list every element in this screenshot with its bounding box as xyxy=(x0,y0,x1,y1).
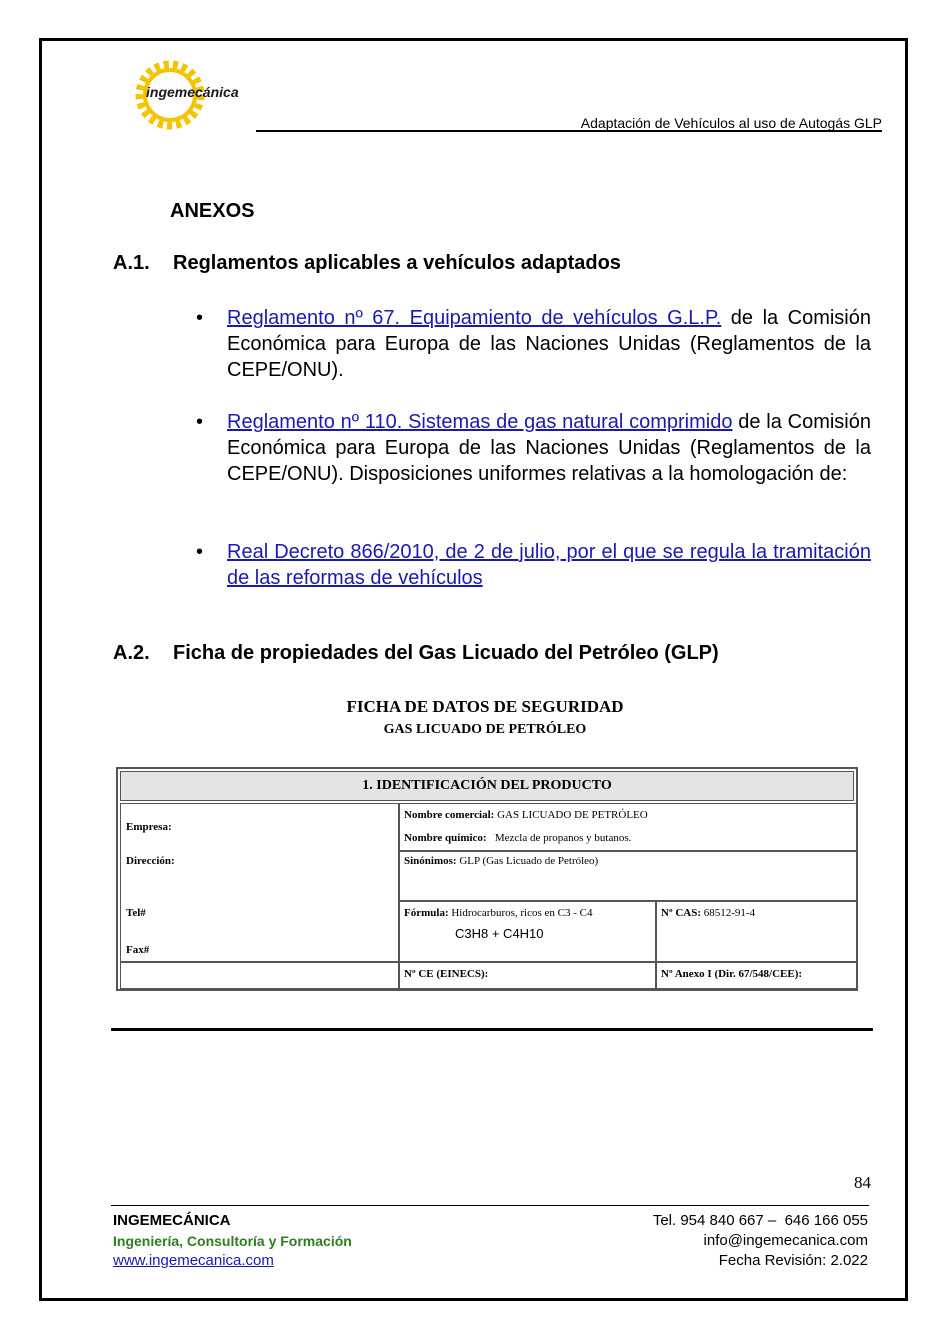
empresa-label: Empresa: xyxy=(126,821,172,833)
section-a2-title: Ficha de propiedades del Gas Licuado del Petróleo (GLP) xyxy=(173,642,719,664)
bullet-text xyxy=(227,409,871,487)
footer-right xyxy=(653,1211,868,1271)
ficha-title: FICHA DE DATOS DE SEGURIDAD xyxy=(346,697,624,716)
section-a1-heading xyxy=(113,252,621,275)
formula-cell xyxy=(399,901,656,962)
anexo-label: Nº Anexo I (Dir. 67/548/CEE): xyxy=(661,968,803,980)
footer-email: info@ingemecanica.com xyxy=(703,1232,868,1249)
section-a1-title: Reglamentos aplicables a vehículos adaptados xyxy=(173,252,621,274)
footer-company: INGEMECÁNICA xyxy=(113,1212,231,1229)
sinonimos-value: GLP (Gas Licuado de Petróleo) xyxy=(459,855,599,867)
cas-cell xyxy=(656,901,858,962)
footer-phone: Tel. 954 840 667 – 646 166 055 xyxy=(652,1212,868,1229)
cas-label: Nº CAS: xyxy=(661,907,701,919)
nombre-quimico-label: Nombre químico: xyxy=(404,832,487,844)
footer-tagline: Ingeniería, Consultoría y Formación xyxy=(113,1233,352,1249)
sinonimos-cell xyxy=(399,851,858,901)
nombre-comercial-label: Nombre comercial: xyxy=(404,809,495,821)
ce-label: Nº CE (EINECS): xyxy=(404,968,489,980)
section-a2-number: A.2. xyxy=(113,642,150,664)
ce-cell xyxy=(399,962,656,989)
nombre-cell xyxy=(399,803,858,851)
bullet-description: de la Comisión Económica para Europa de las Naciones Unidas (Reglamentos de la CEPE/ONU). xyxy=(227,307,871,381)
sinonimos xyxy=(404,855,598,867)
sinonimos-label: Sinónimos: xyxy=(404,855,457,867)
table-header: 1. IDENTIFICACIÓN DEL PRODUCTO xyxy=(120,771,854,801)
footer-revision: Fecha Revisión: 2.022 xyxy=(718,1252,868,1269)
footer-website-link[interactable]: www.ingemecanica.com xyxy=(113,1252,274,1269)
direccion-label: Dirección: xyxy=(126,855,175,867)
bullet-text xyxy=(227,305,871,383)
section-a2-heading xyxy=(113,642,719,665)
anexos-heading: ANEXOS xyxy=(170,200,255,222)
page-number: 84 xyxy=(854,1173,871,1192)
formula xyxy=(404,907,593,919)
formula-chemical: C3H8 + C4H10 xyxy=(455,926,544,941)
bullet-dot: • xyxy=(196,541,204,563)
formula-value: Hidrocarburos, ricos en C3 - C4 xyxy=(451,907,593,919)
company-logo xyxy=(130,57,260,133)
nombre-comercial xyxy=(404,809,648,821)
cas-number xyxy=(661,907,755,919)
formula-label: Fórmula: xyxy=(404,907,449,919)
content-end-divider xyxy=(111,1028,873,1031)
nombre-quimico-value: Mezcla de propanos y butanos. xyxy=(494,832,632,844)
product-identification-table xyxy=(116,767,858,991)
anexo-cell xyxy=(656,962,858,989)
cas-value: 68512-91-4 xyxy=(703,907,756,919)
document-title: Adaptación de Vehículos al uso de Autogás GLP xyxy=(580,115,882,131)
ficha-subtitle: GAS LICUADO DE PETRÓLEO xyxy=(383,722,587,737)
reglamento-67-link[interactable]: Reglamento nº 67. Equipamiento de vehículos G.L.P. xyxy=(227,307,722,329)
nombre-quimico xyxy=(404,832,631,844)
bullet-description: de la Comisión Económica para Europa de las Naciones Unidas (Reglamentos de la CEPE/ONU). Disposiciones uniformes relativas a la homologación de: xyxy=(227,411,871,485)
section-a1-number: A.1. xyxy=(113,252,150,274)
real-decreto-link[interactable]: Real Decreto 866/2010, de 2 de julio, por el que se regula la tramitación de las reformas de vehículos xyxy=(227,541,871,589)
tel-label: Tel# xyxy=(126,907,146,919)
page-frame xyxy=(39,38,908,1301)
footer-left xyxy=(113,1211,352,1271)
footer-divider xyxy=(111,1205,869,1206)
nombre-comercial-value: GAS LICUADO DE PETRÓLEO xyxy=(497,809,648,821)
bullet-text xyxy=(227,539,871,591)
empty-cell xyxy=(120,962,399,989)
bullet-dot: • xyxy=(196,307,204,329)
bullet-dot: • xyxy=(196,411,204,433)
logo-text: ingemecánica xyxy=(146,84,239,100)
reglamento-110-link[interactable]: Reglamento nº 110. Sistemas de gas natural comprimido xyxy=(227,411,733,433)
header-divider xyxy=(256,130,882,132)
fax-label: Fax# xyxy=(126,944,150,956)
company-info-cell xyxy=(120,803,399,962)
